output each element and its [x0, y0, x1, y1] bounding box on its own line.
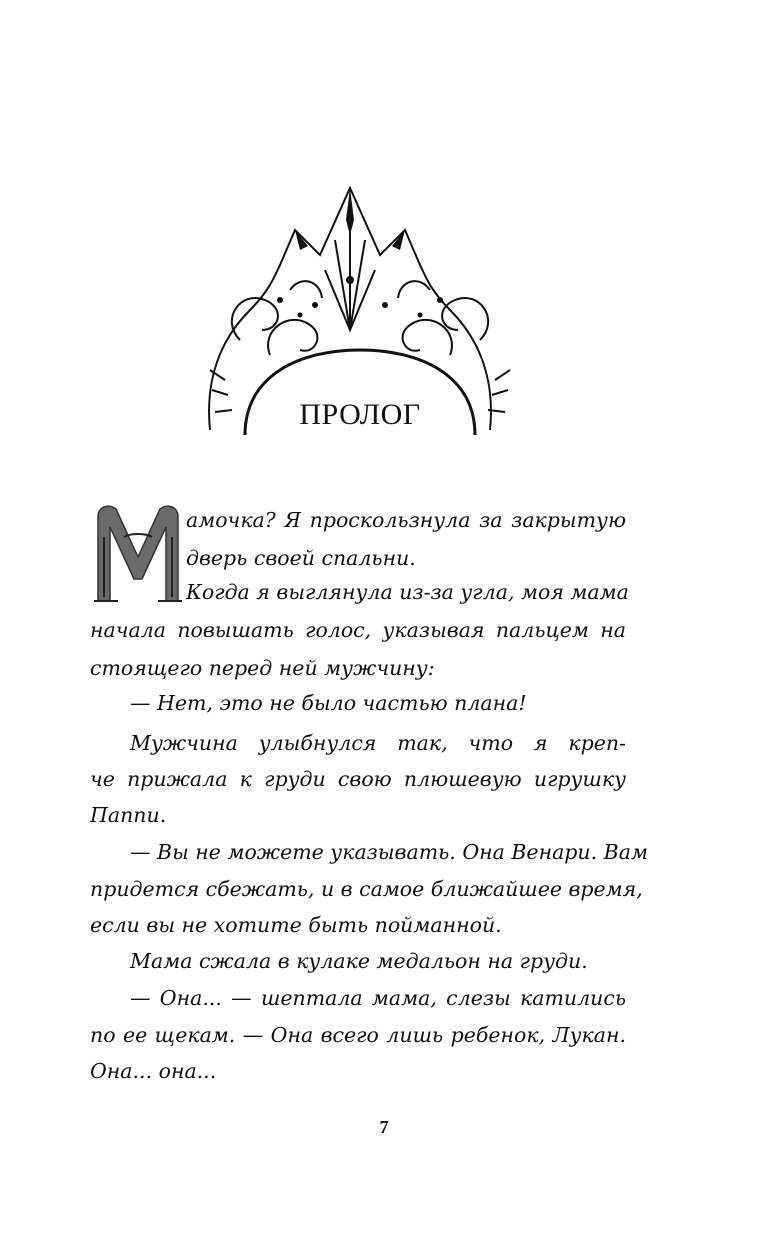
text-line: че прижала к груди свою плюшевую игрушку	[90, 767, 626, 791]
text-line: придется сбежать, и в самое ближайшее время,	[90, 877, 643, 901]
text-line: — Вы не можете указывать. Она Венари. Вам	[130, 840, 648, 864]
text-line: стоящего перед ней мужчину:	[90, 656, 435, 680]
text-line: начала повышать голос, указывая пальцем на	[90, 618, 626, 642]
text-line: — Она... — шептала мама, слезы катились	[130, 986, 626, 1010]
text-line: дверь своей спальни.	[186, 546, 416, 570]
text-line: Мужчина улыбнулся так, что я креп-	[130, 731, 626, 755]
text-line: по ее щекам. — Она всего лишь ребенок, Лукан.	[90, 1023, 626, 1047]
page-number: 7	[379, 1117, 389, 1137]
text-line: — Нет, это не было частью плана!	[130, 691, 527, 715]
text-line: Она... она...	[90, 1059, 217, 1083]
text-line: Когда я выглянула из-за угла, моя мама	[186, 580, 629, 604]
text-line: Мама сжала в кулаке медальон на груди.	[130, 949, 588, 973]
dropcap-letter-icon	[90, 497, 186, 609]
text-line: если вы не хотите быть пойманной.	[90, 913, 502, 937]
chapter-title: ПРОЛОГ	[299, 398, 421, 431]
text-line: Паппи.	[90, 803, 167, 827]
text-line: амочка? Я проскользнула за закрытую	[186, 508, 626, 532]
